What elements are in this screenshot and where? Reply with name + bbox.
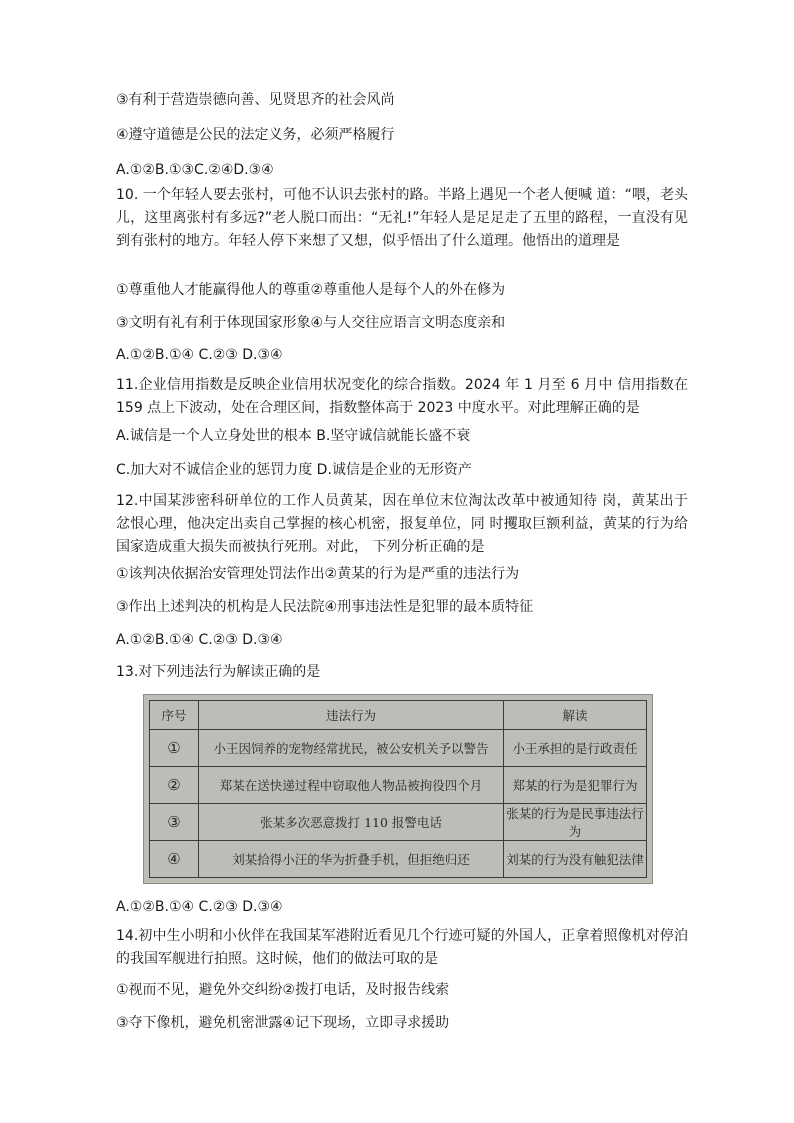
table-row [150,804,647,841]
q10-answer-choices: A.①②B.①④ C.②③ D.③④ [116,347,283,363]
q12-options-line1: ①该判决依据治安管理处罚法作出②黄某的行为是严重的违法行为 [116,566,520,582]
table-cell-interpretation: 刘某的行为没有触犯法律 [504,841,647,878]
table-cell-interpretation: 张某的行为是民事违法行为 [504,804,647,841]
q14-stem: 14.初中生小明和小伙伴在我国某军港附近看见几个行迹可疑的外国人，正拿着照像机对停泊的我国军舰进行拍照。这时候，他们的做法可取的是 [116,928,688,967]
q11-stem: 11.企业信用指数是反映企业信用状况变化的综合指数。2024 年 1 月至 6 月中 信用指数在 159 点上下波动，处在合理区间，指数整体高于 2023 中度水平。对此理解正确的是 [116,377,688,416]
table-header-interpretation: 解读 [504,701,647,730]
q13-answer-choices: A.①②B.①④ C.②③ D.③④ [116,899,283,915]
table-header-violation: 违法行为 [199,701,504,730]
table-cell-violation: 张某多次恶意拨打 110 报警电话 [199,804,504,841]
table-cell-interpretation: 小王承担的是行政责任 [504,730,647,767]
table-row [150,730,647,767]
table-cell-number: ② [150,767,199,804]
q11-options-line1: A.诚信是一个人立身处世的根本 B.坚守诚信就能长盛不衰 [116,428,471,444]
q12-answer-choices: A.①②B.①④ C.②③ D.③④ [116,632,283,648]
table-cell-number: ③ [150,804,199,841]
table-cell-interpretation: 郑某的行为是犯罪行为 [504,767,647,804]
q10-options-line2: ③文明有礼有利于体现国家形象④与人交往应语言文明态度亲和 [116,315,506,331]
table-cell-violation: 刘某拾得小汪的华为折叠手机，但拒绝归还 [199,841,504,878]
table-cell-number: ④ [150,841,199,878]
table-row [150,841,647,878]
q9-option-4: ④遵守道德是公民的法定义务，必须严格履行 [116,127,395,143]
q9-answer-choices: A.①②B.①③C.②④D.③④ [116,162,274,178]
q10-options-line1: ①尊重他人才能赢得他人的尊重②尊重他人是每个人的外在修为 [116,282,506,298]
table-cell-number: ① [150,730,199,767]
q9-option-3: ③有利于营造崇德向善、见贤思齐的社会风尚 [116,92,395,108]
table-header-number: 序号 [150,701,199,730]
table-header-row [150,701,647,730]
q12-stem: 12.中国某涉密科研单位的工作人员黄某，因在单位末位淘汰改革中被通知待 岗，黄某出于忿恨心理，他决定出卖自己掌握的核心机密，报复单位，同 时攫取巨额利益，黄某的行为给国家造成重大损失而被执行死刑。对此， 下列分析正确的是 [116,493,688,555]
q10-stem: 10. 一个年轻人要去张村，可他不认识去张村的路。半路上遇见一个老人便喊 道：“喂，老头儿，这里离张村有多远?”老人脱口而出：“无礼!”年轻人是足足走了五里的路程，一直没有见到有张村的地方。年轻人停下来想了又想，似乎悟出了什么道理。他悟出的道理是 [116,187,688,249]
table-cell-violation: 郑某在送快递过程中窃取他人物品被拘役四个月 [199,767,504,804]
table-row [150,767,647,804]
table-cell-violation: 小王因饲养的宠物经常扰民，被公安机关予以警告 [199,730,504,767]
q13-stem: 13.对下列违法行为解读正确的是 [116,664,321,680]
q11-options-line2: C.加大对不诚信企业的惩罚力度 D.诚信是企业的无形资产 [116,462,472,478]
q13-table [149,700,647,878]
q14-options-line1: ①视而不见，避免外交纠纷②拨打电话，及时报告线索 [116,982,450,998]
q14-options-line2: ③夺下像机，避免机密泄露④记下现场，立即寻求援助 [116,1015,450,1031]
q13-table-photo [143,694,653,884]
q12-options-line2: ③作出上述判决的机构是人民法院④刑事违法性是犯罪的最本质特征 [116,599,534,615]
